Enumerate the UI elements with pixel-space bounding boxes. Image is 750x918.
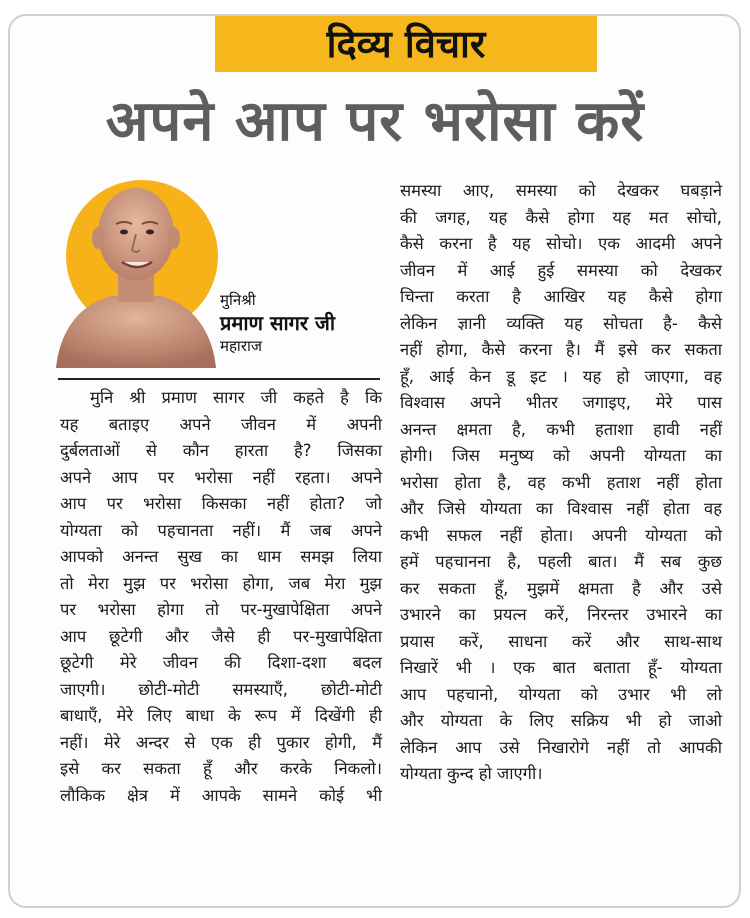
text-line: कर सकता हूँ, मुझमें क्षमता है और उसे	[400, 578, 722, 598]
text-line: नहीं होगा, कैसे करना है। मैं इसे कर सकता	[400, 340, 722, 359]
text-line: योग्यता कुन्द हो जाएगी।	[400, 764, 543, 783]
text-line: अनन्त क्षमता है, कभी हताशा हावी नहीं	[400, 419, 722, 439]
text-line: की जगह, यह कैसे होगा यह मत सोचो,	[400, 207, 722, 227]
text-line: लेकिन आप उसे निखारोगे नहीं तो आपकी	[400, 737, 722, 757]
text-line: और योग्यता के लिए सक्रिय भी हो जाओ	[400, 711, 722, 730]
text-line: कैसे करना है यह सोचो। एक आदमी अपने	[400, 234, 722, 253]
text-line: समस्या आए, समस्या को देखकर घबड़ाने	[400, 181, 722, 200]
text-line: हूँ, आई केन डू इट । यह हो जाएगा, वह	[400, 366, 722, 386]
author-suffix: महाराज	[220, 337, 262, 355]
text-line: तो मेरा मुझ पर भरोसा होगा, जब मेरा मुझ	[60, 573, 382, 593]
text-line: लौकिक क्षेत्र में आपके सामने कोई भी	[60, 785, 382, 805]
text-line: उभारने का प्रयत्न करें, निरन्तर उभारने का	[400, 605, 722, 624]
author-portrait	[52, 168, 220, 368]
text-line: निखारें भी । एक बात बताता हूँ- योग्यता	[400, 658, 722, 677]
author-credit	[220, 290, 335, 356]
text-line: भरोसा होता है, वह कभी हताश नहीं होता	[400, 472, 722, 492]
text-line: जीवन में आई हुई समस्या को देखकर	[400, 260, 722, 280]
text-line: पर भरोसा होगा तो पर-मुखापेक्षिता अपने	[60, 600, 382, 619]
text-line: आपको अनन्त सुख का धाम समझ लिया	[60, 547, 382, 566]
text-line: हमें पहचानना है, पहली बात। मैं सब कुछ	[400, 552, 722, 571]
text-line: आप पहचानो, योग्यता को उभार भी लो	[400, 684, 722, 704]
text-line: बाधाएँ, मेरे लिए बाधा के रूप में दिखेंगी ही	[60, 706, 382, 725]
article-headline: अपने आप पर भरोसा करें	[105, 89, 645, 154]
text-line: होगी। जिस मनुष्य को अपनी योग्यता का	[400, 446, 722, 465]
text-line: छूटेगी मेरे जीवन की दिशा-दशा बदल	[60, 653, 382, 672]
text-line: आप छूटेगी और जैसे ही पर-मुखापेक्षिता	[60, 626, 382, 646]
text-line: प्रयास करें, साधना करें और साथ-साथ	[400, 631, 722, 651]
banner-label: दिव्य विचार	[326, 22, 486, 66]
author-title: मुनिश्री	[220, 291, 256, 309]
section-banner	[215, 16, 597, 72]
article-column-left	[60, 385, 382, 809]
monk-portrait-illustration	[52, 168, 220, 368]
text-line: इसे कर सकता हूँ और करके निकलो।	[60, 759, 382, 778]
text-line: दुर्बलताओं से कौन हारता है? जिसका	[60, 441, 382, 460]
text-line: नहीं। मेरे अन्दर से एक ही पुकार होगी, मैं	[60, 732, 382, 752]
text-line: और जिसे योग्यता का विश्वास नहीं होता वह	[400, 499, 722, 518]
author-name: प्रमाण सागर जी	[220, 311, 336, 335]
text-line: लेकिन ज्ञानी व्यक्ति यह सोचता है- कैसे	[400, 313, 722, 333]
text-line: चिन्ता करता है आखिर यह कैसे होगा	[400, 287, 722, 306]
text-line: अपने आप पर भरोसा नहीं रहता। अपने	[60, 467, 382, 487]
text-line: यह बताइए अपने जीवन में अपनी	[60, 414, 382, 434]
text-line: योग्यता को पहचानता नहीं। मैं जब अपने	[60, 520, 382, 540]
divider-rule	[58, 378, 380, 380]
article-column-right	[400, 178, 722, 788]
text-line: विश्वास अपने भीतर जगाइए, मेरे पास	[400, 393, 722, 412]
text-line: जाएगी। छोटी-मोटी समस्याएँ, छोटी-मोटी	[60, 679, 382, 699]
text-line: कभी सफल नहीं होता। अपनी योग्यता को	[400, 525, 722, 545]
text-line: मुनि श्री प्रमाण सागर जी कहते है कि	[90, 388, 382, 407]
text-line: आप पर भरोसा किसका नहीं होता? जो	[60, 494, 382, 513]
